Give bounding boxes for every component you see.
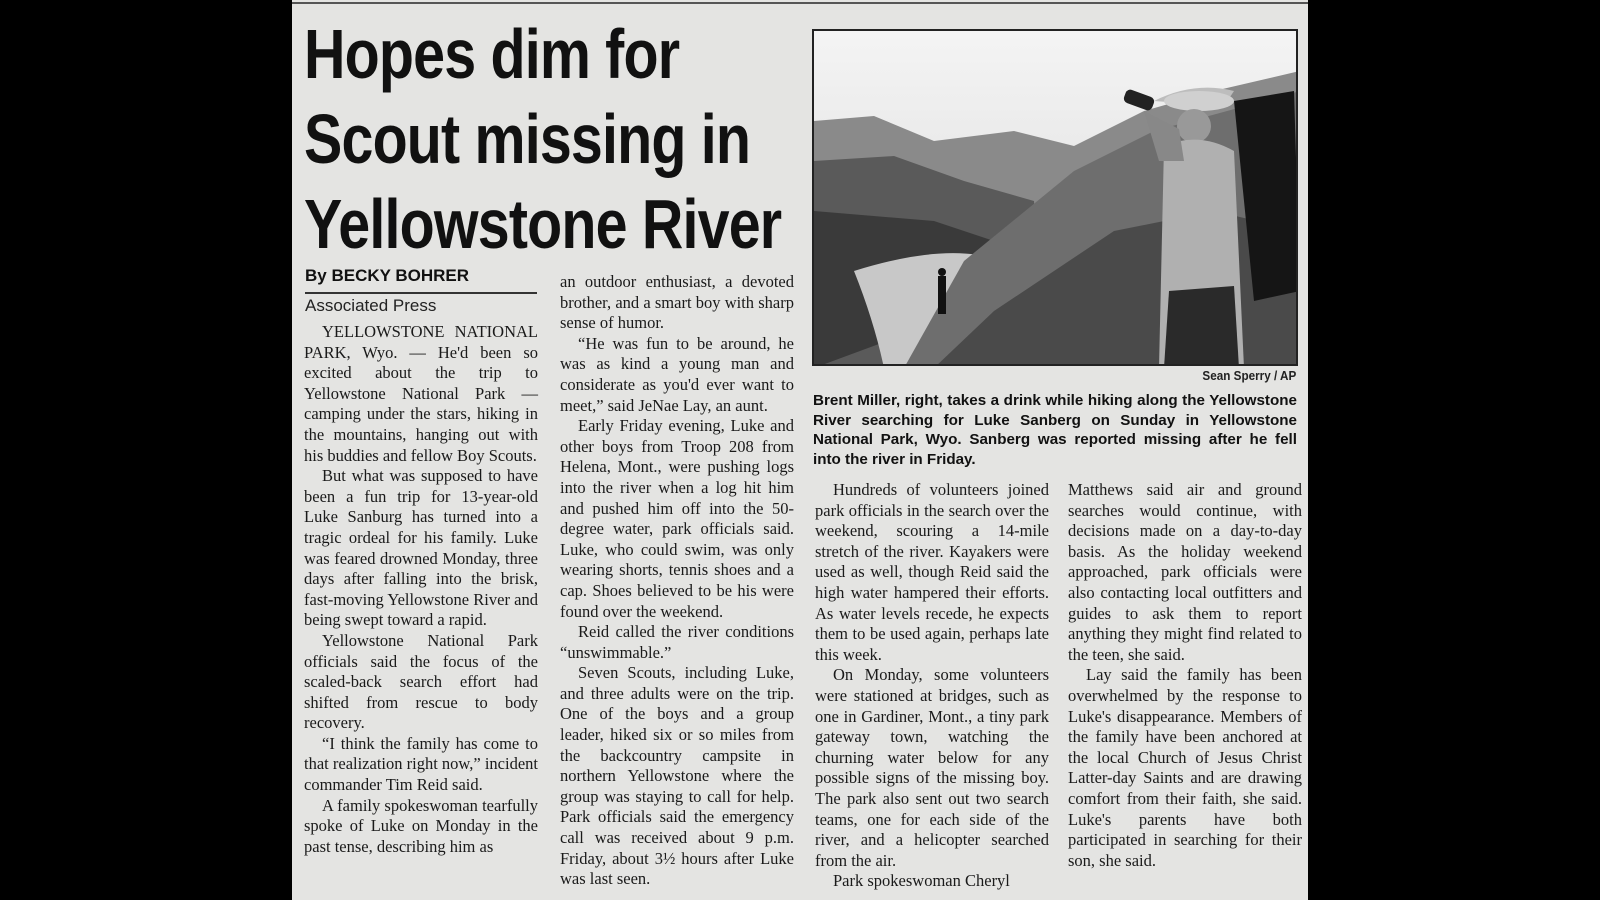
paragraph: Hundreds of volunteers joined park officials in the search over the weekend, scouring a 14-mile stretch of the river. Kayakers were used as well, though Reid said the high water hampered their efforts. As water levels recede, he expects them to be used again, perhaps late this week. [815,480,1049,664]
paragraph: Yellowstone National Park officials said the focus of the scaled-back search effort had shifted from rescue to body recovery. [304,630,538,733]
paragraph: On Monday, some volunteers were stationed at bridges, such as one in Gardiner, Mont., a tiny park gateway town, watching the churning water below for any possible signs of the missing boy. The park also sent out two search teams, one for each side of the river, and a helicopter searched from the air. [815,665,1049,870]
paragraph: Matthews said air and ground searches would continue, with decisions made on a day-to-day basis. As the holiday weekend approached, park officials were also contacting local outfitters and guides to ask them to report anything they might find related to the teen, she said. [1068,480,1302,664]
newspaper-clipping [292,0,1308,900]
top-rule [292,2,1308,4]
paragraph: A family spokeswoman tearfully spoke of Luke on Monday in the past tense, describing him as [304,795,538,856]
paragraph: Seven Scouts, including Luke, and three adults were on the trip. One of the boys and a group leader, hiked six or so miles from the backcountry campsite in northern Yellowstone where the group was staying to call for help. Park officials said the emergency call was received about 9 p.m. Friday, about 3½ hours after Luke was last seen. [560,663,794,889]
paragraph: But what was supposed to have been a fun trip for 13-year-old Luke Sanburg has turned into a tragic ordeal for his family. Luke was feared drowned Monday, three days after falling into the brisk, fast-moving Yellowstone River and being swept toward a rapid. [304,466,538,630]
paragraph: Park spokeswoman Cheryl [833,871,1010,891]
paragraph: Lay said the family has been overwhelmed by the response to Luke's disappearance. Members of the family have been anchored at the local Church of Jesus Christ Latter-day Saints and are drawing comfort from their faith, she said. Luke's parents have both participated in searching for their son, she said. [1068,665,1302,870]
paragraph: Early Friday evening, Luke and other boys from Troop 208 from Helena, Mont., were pushing logs into the river when a log hit him and pushed him off into the 50-degree water, park officials said. Luke, who could swim, was only wearing shorts, tennis shoes and a cap. Shoes believed to be his were found over the weekend. [560,416,794,621]
headline-line: Yellowstone River [304,185,782,263]
paragraph: “I think the family has come to that realization right now,” incident commander Tim Reid said. [304,733,538,795]
agency: Associated Press [305,296,437,315]
paragraph: YELLOWSTONE NATIONAL PARK, Wyo. — He'd been so excited about the trip to Yellowstone National Park — camping under the stars, hiking in the mountains, hanging out with his buddies and fellow Boy Scouts. [304,322,538,465]
paragraph: “He was fun to be around, he was as kind a young man and considerate as you'd ever want to meet,” said JeNae Lay, an aunt. [560,333,794,415]
headline-line: Scout missing in [304,100,751,178]
news-photo [812,29,1298,366]
article-column-4 [1068,480,1302,871]
paragraph: Reid called the river conditions “unswimmable.” [560,622,794,662]
article-column-1 [304,322,538,857]
byline: By BECKY BOHRER [305,266,537,294]
headline-line: Hopes dim for [304,15,680,93]
article-column-3 [815,480,1049,892]
paragraph: an outdoor enthusiast, a devoted brother, and a smart boy with sharp sense of humor. [560,272,794,333]
photo-caption: Brent Miller, right, takes a drink while hiking along the Yellowstone River searching for Luke Sanberg on Sunday in Yellowstone National Park, Wyo. Sanberg was reported missing after he fell into the river in Friday. [813,392,1297,468]
article-column-2 [560,272,794,890]
hiker-river-photo [814,31,1298,366]
photo-credit: Sean Sperry / AP [1202,368,1296,383]
headline [304,12,804,267]
